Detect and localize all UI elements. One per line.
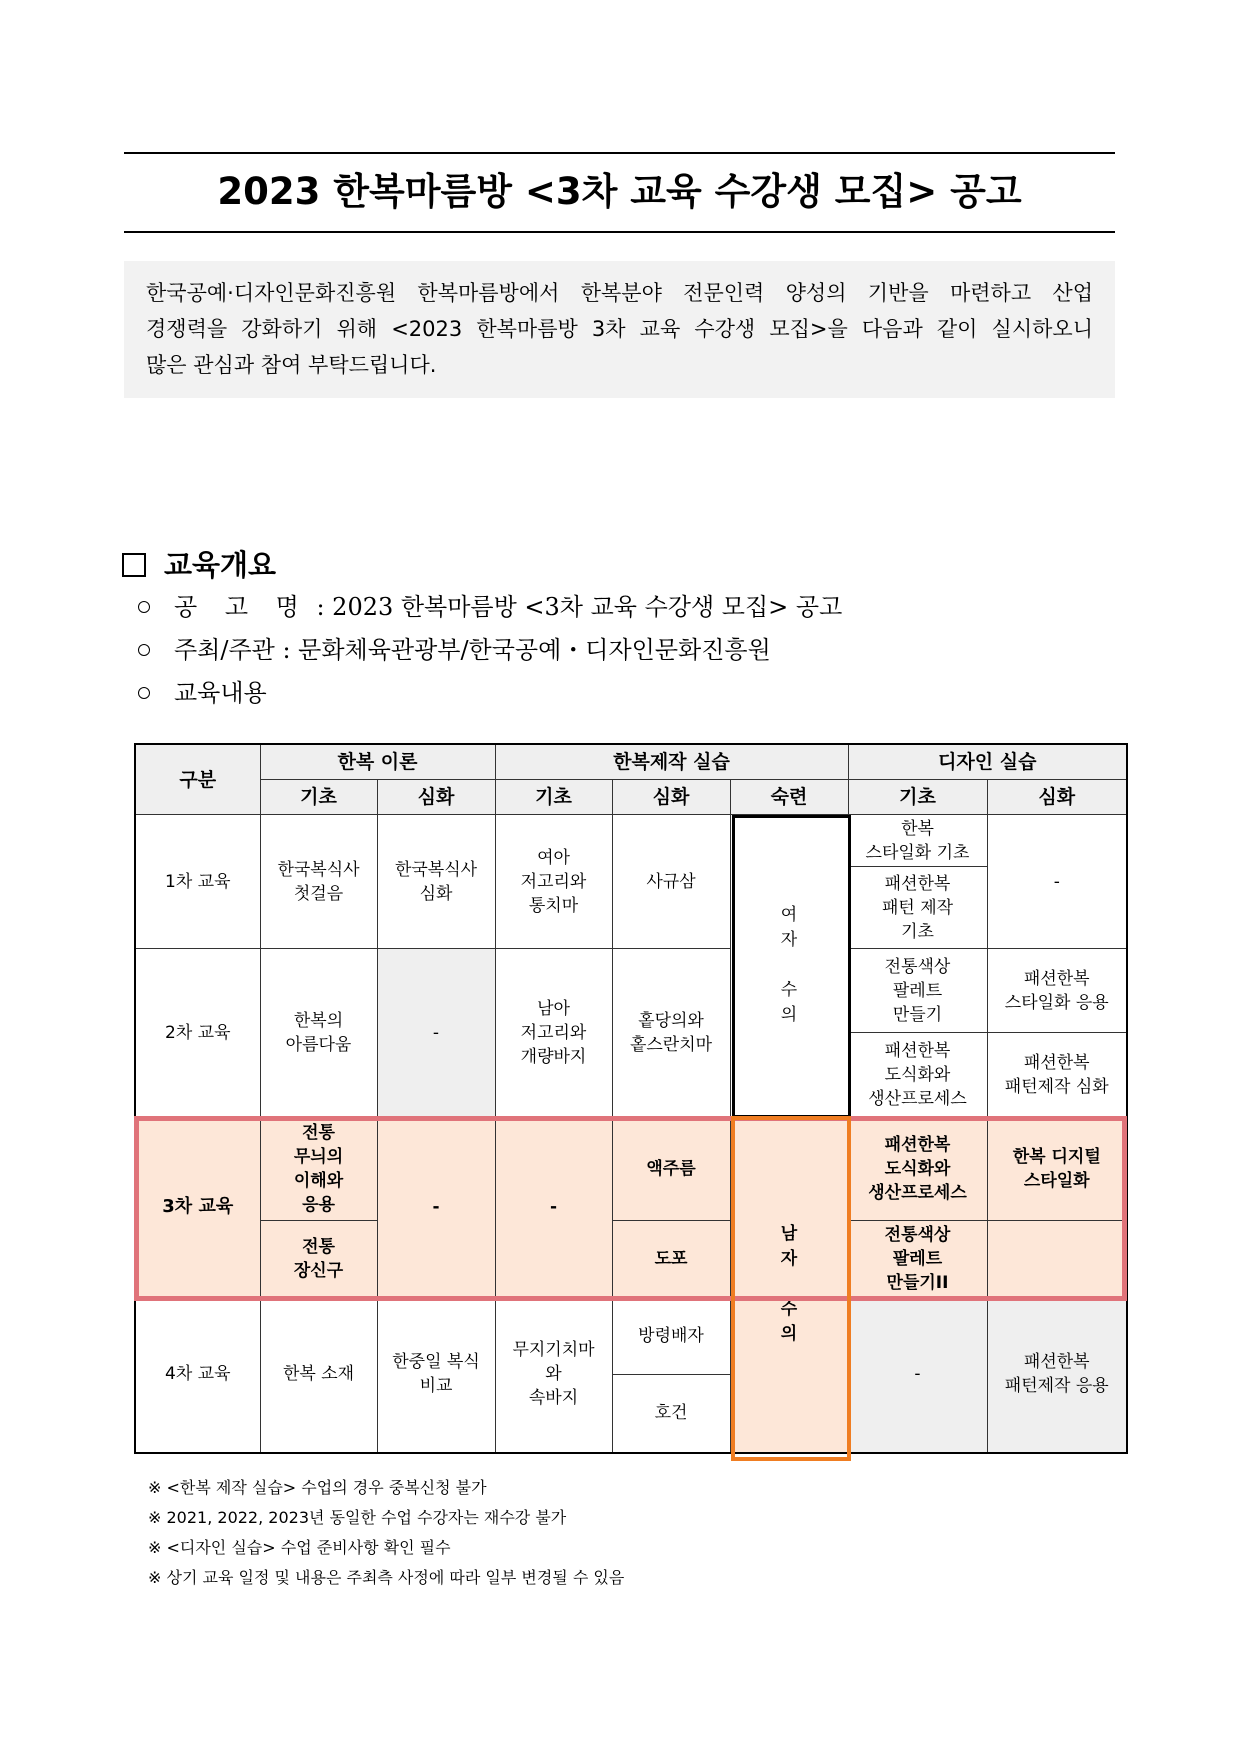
bullet-label: 주최/주관 xyxy=(174,636,275,664)
cell-design-basic-1b: 패션한복 패턴 제작 기초 xyxy=(848,867,987,949)
cell-theory-basic-3a: 전통 무늬의 이해와 응용 xyxy=(260,1117,377,1221)
cell-make-basic-4: 무지기치마 와 속바지 xyxy=(495,1297,612,1453)
circle-bullet-icon xyxy=(138,644,150,656)
cell-design-basic-3b: 전통색상 팔레트 만들기II xyxy=(848,1221,987,1297)
cell-design-adv-3a: 한복 디지털 스타일화 xyxy=(987,1117,1127,1221)
cell-make-adv-1: 사규삼 xyxy=(612,815,730,949)
cell-design-basic-4: - xyxy=(848,1297,987,1453)
header-category: 구분 xyxy=(135,744,260,815)
row-1-a xyxy=(135,815,1127,867)
bullet-content xyxy=(138,675,267,711)
circle-bullet-icon xyxy=(138,601,150,613)
cell-design-basic-2b: 패션한복 도식화와 생산프로세스 xyxy=(848,1033,987,1117)
bullet-host xyxy=(138,632,771,668)
header-row-top xyxy=(135,744,1127,780)
row-3-b xyxy=(135,1221,1127,1297)
cell-design-adv-1: - xyxy=(987,815,1127,949)
section-heading-text: 교육개요 xyxy=(164,548,277,582)
cell-make-basic-3: - xyxy=(495,1117,612,1297)
cell-make-adv-3b: 도포 xyxy=(612,1221,730,1297)
section-heading xyxy=(122,545,276,585)
cell-theory-basic-3b: 전통 장신구 xyxy=(260,1221,377,1297)
header-design-advanced: 심화 xyxy=(987,780,1127,815)
row-label-4: 4차 교육 xyxy=(135,1297,260,1453)
cell-make-basic-2: 남아 저고리와 개량바지 xyxy=(495,949,612,1117)
header-design-basic: 기초 xyxy=(848,780,987,815)
footnote: ※ <한복 제작 실습> 수업의 경우 중복신청 불가 xyxy=(148,1478,487,1497)
intro-line: 많은 관심과 참여 부탁드립니다. xyxy=(146,353,437,377)
header-theory: 한복 이론 xyxy=(260,744,495,780)
header-theory-basic: 기초 xyxy=(260,780,377,815)
cell-make-adv-4a: 방령배자 xyxy=(612,1297,730,1375)
cell-make-adv-3a: 액주름 xyxy=(612,1117,730,1221)
page-title: 2023 한복마름방 <3차 교육 수강생 모집> 공고 xyxy=(217,170,1022,213)
cell-design-adv-2b: 패션한복 패턴제작 심화 xyxy=(987,1033,1127,1117)
cell-make-adv-4b: 호건 xyxy=(612,1375,730,1453)
row-4-a xyxy=(135,1297,1127,1375)
bullet-value: : 문화체육관광부/한국공예・디자인문화진흥원 xyxy=(282,636,771,664)
cell-theory-basic-1: 한국복식사 첫걸음 xyxy=(260,815,377,949)
bullet-label: 교육내용 xyxy=(174,679,267,707)
cell-theory-adv-2: - xyxy=(377,949,495,1117)
bullet-notice xyxy=(138,589,842,625)
row-label-3: 3차 교육 xyxy=(135,1117,260,1297)
cell-theory-adv-4: 한중일 복식 비교 xyxy=(377,1297,495,1453)
cell-theory-basic-2: 한복의 아름다움 xyxy=(260,949,377,1117)
header-theory-advanced: 심화 xyxy=(377,780,495,815)
intro-line: 한국공예·디자인문화진흥원 한복마름방에서 한복분야 전문인력 양성의 기반을 마련하고 산업 xyxy=(146,281,1093,305)
footnote: ※ <디자인 실습> 수업 준비사항 확인 필수 xyxy=(148,1538,451,1557)
footnote: ※ 상기 교육 일정 및 내용은 주최측 사정에 따라 일부 변경될 수 있음 xyxy=(148,1568,625,1587)
footnote: ※ 2021, 2022, 2023년 동일한 수업 수강자는 재수강 불가 xyxy=(148,1508,567,1527)
cell-expert-women: 여 자 수 의 xyxy=(730,815,848,1117)
cell-expert-men: 남 자 수 의 xyxy=(730,1117,848,1453)
bullet-label: 공 고 명 xyxy=(174,593,309,621)
bullet-value: : 2023 한복마름방 <3차 교육 수강생 모집> 공고 xyxy=(316,593,843,621)
header-row-sub xyxy=(135,780,1127,815)
header-practice: 한복제작 실습 xyxy=(495,744,848,780)
cell-design-adv-4: 패션한복 패턴제작 응용 xyxy=(987,1297,1127,1453)
row-3-a xyxy=(135,1117,1127,1221)
cell-design-adv-2a: 패션한복 스타일화 응용 xyxy=(987,949,1127,1033)
header-practice-expert: 숙련 xyxy=(730,780,848,815)
cell-make-adv-2: 홑당의와 홑스란치마 xyxy=(612,949,730,1117)
curriculum-table xyxy=(134,743,1128,1454)
checkbox-icon xyxy=(122,553,146,577)
cell-design-basic-3a: 패션한복 도식화와 생산프로세스 xyxy=(848,1117,987,1221)
header-practice-basic: 기초 xyxy=(495,780,612,815)
intro-line: 경쟁력을 강화하기 위해 <2023 한복마름방 3차 교육 수강생 모집>을 다음과 같이 실시하오니 xyxy=(146,317,1093,341)
row-2-a xyxy=(135,949,1127,1033)
cell-design-adv-3b xyxy=(987,1221,1127,1297)
cell-design-basic-1a: 한복 스타일화 기초 xyxy=(848,815,987,867)
row-label-2: 2차 교육 xyxy=(135,949,260,1117)
intro-box xyxy=(124,261,1115,398)
cell-theory-basic-4: 한복 소재 xyxy=(260,1297,377,1453)
cell-design-basic-2a: 전통색상 팔레트 만들기 xyxy=(848,949,987,1033)
cell-theory-adv-3: - xyxy=(377,1117,495,1297)
footnotes xyxy=(148,1473,624,1593)
header-practice-advanced: 심화 xyxy=(612,780,730,815)
cell-make-basic-1: 여아 저고리와 통치마 xyxy=(495,815,612,949)
cell-theory-adv-1: 한국복식사 심화 xyxy=(377,815,495,949)
title-bottom-rule xyxy=(124,231,1115,233)
row-label-1: 1차 교육 xyxy=(135,815,260,949)
circle-bullet-icon xyxy=(138,687,150,699)
header-design: 디자인 실습 xyxy=(848,744,1127,780)
title-top-rule xyxy=(124,152,1115,154)
